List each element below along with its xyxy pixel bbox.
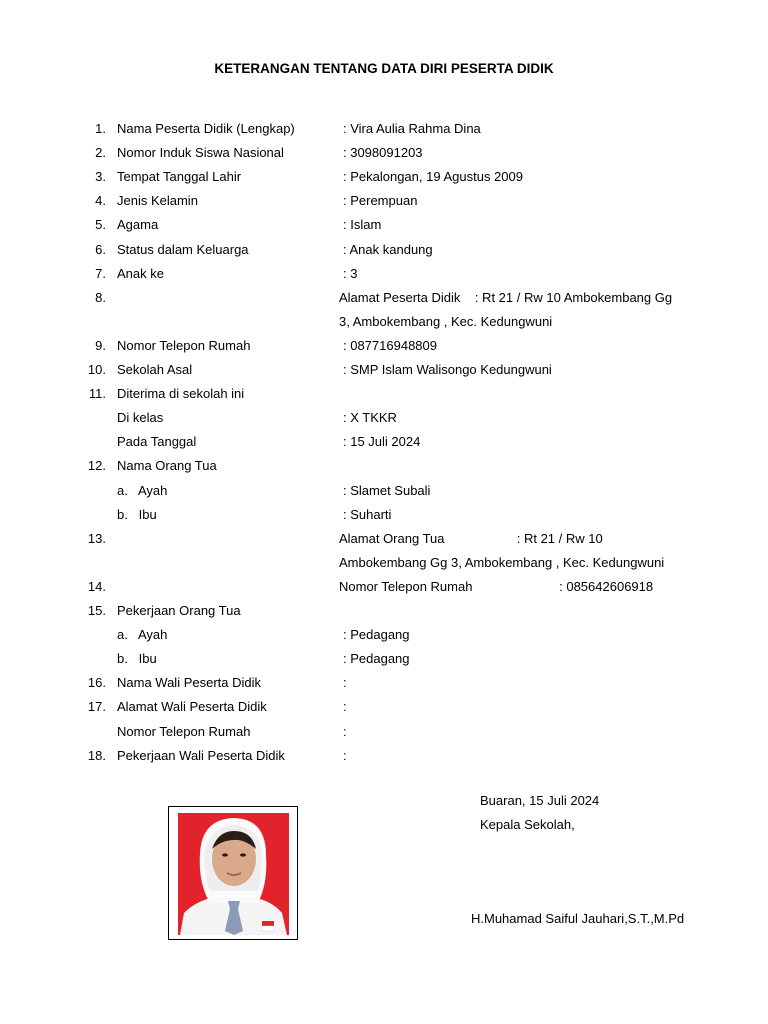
student-photo-frame <box>168 806 298 940</box>
row-value: : X TKKR <box>343 410 397 425</box>
row-label: Sekolah Asal <box>117 362 193 377</box>
row-label: Jenis Kelamin <box>117 193 198 208</box>
row-label: Nama Peserta Didik (Lengkap) <box>117 121 295 136</box>
row-label: Diterima di sekolah ini <box>117 386 245 401</box>
row-value: : Pedagang <box>343 651 410 666</box>
row-label: Pada Tanggal <box>117 434 197 449</box>
row-value: : <box>343 724 347 739</box>
student-photo <box>178 813 289 935</box>
row-label: Alamat Wali Peserta Didik <box>117 699 267 714</box>
row-label: a. Ayah <box>117 483 168 498</box>
row-label: Nama Wali Peserta Didik <box>117 675 262 690</box>
row-value: : <box>343 699 347 714</box>
row-value: : Pedagang <box>343 627 410 642</box>
row-value: Alamat Orang Tua : Rt 21 / Rw 10 <box>339 531 603 546</box>
row-value: 3, Ambokembang , Kec. Kedungwuni <box>339 314 553 329</box>
signature-name: H.Muhamad Saiful Jauhari,S.T.,M.Pd <box>471 911 685 926</box>
row-number: 1. <box>95 121 106 136</box>
row-value: Nomor Telepon Rumah : 085642606918 <box>339 579 654 594</box>
row-number: 11. <box>88 386 106 401</box>
row-value: : <box>343 675 347 690</box>
row-value: : 087716948809 <box>343 338 437 353</box>
row-value: : Perempuan <box>343 193 418 208</box>
row-value: : Islam <box>343 217 382 232</box>
row-number: 9. <box>95 338 106 353</box>
row-label: b. Ibu <box>117 651 157 666</box>
student-portrait-image <box>178 813 289 935</box>
row-label: Di kelas <box>117 410 164 425</box>
row-value: : <box>343 748 347 763</box>
row-value: : Vira Aulia Rahma Dina <box>343 121 481 136</box>
row-label: Nomor Induk Siswa Nasional <box>117 145 284 160</box>
row-number: 17. <box>87 699 106 714</box>
row-number: 2. <box>95 145 106 160</box>
row-number: 12. <box>87 458 106 473</box>
row-value: : Pekalongan, 19 Agustus 2009 <box>343 169 523 184</box>
row-label: Status dalam Keluarga <box>117 242 249 257</box>
row-value: : Slamet Subali <box>343 483 431 498</box>
row-label: Nomor Telepon Rumah <box>117 724 251 739</box>
row-value: : 3 <box>343 266 358 281</box>
row-number: 6. <box>95 242 106 257</box>
row-number: 7. <box>95 266 106 281</box>
row-label: Anak ke <box>117 266 164 281</box>
row-label: Nomor Telepon Rumah <box>117 338 251 353</box>
row-number: 10. <box>87 362 106 377</box>
document-title: KETERANGAN TENTANG DATA DIRI PESERTA DIDIK <box>214 61 554 76</box>
row-number: 16. <box>87 675 106 690</box>
row-label: Tempat Tanggal Lahir <box>117 169 242 184</box>
row-label: b. Ibu <box>117 507 157 522</box>
row-label: a. Ayah <box>117 627 168 642</box>
row-value: : Suharti <box>343 507 392 522</box>
row-number: 5. <box>95 217 106 232</box>
row-value: : SMP Islam Walisongo Kedungwuni <box>343 362 552 377</box>
row-number: 4. <box>95 193 106 208</box>
row-label: Nama Orang Tua <box>117 458 217 473</box>
row-value: : 15 Juli 2024 <box>343 434 421 449</box>
row-value: Ambokembang Gg 3, Ambokembang , Kec. Kedungwuni <box>339 555 665 570</box>
row-label: Pekerjaan Wali Peserta Didik <box>117 748 285 763</box>
row-value: : 3098091203 <box>343 145 423 160</box>
row-label: Pekerjaan Orang Tua <box>117 603 241 618</box>
row-number: 8. <box>95 290 106 305</box>
row-label: Agama <box>117 217 159 232</box>
row-value: : Anak kandung <box>343 242 433 257</box>
signature-position: Kepala Sekolah, <box>480 817 575 832</box>
signature-place-date: Buaran, 15 Juli 2024 <box>480 793 600 808</box>
row-number: 18. <box>87 748 106 763</box>
row-number: 13. <box>87 531 106 546</box>
row-number: 14. <box>87 579 106 594</box>
row-number: 3. <box>95 169 106 184</box>
row-number: 15. <box>87 603 106 618</box>
row-value: Alamat Peserta Didik : Rt 21 / Rw 10 Ambokembang Gg <box>339 290 673 305</box>
